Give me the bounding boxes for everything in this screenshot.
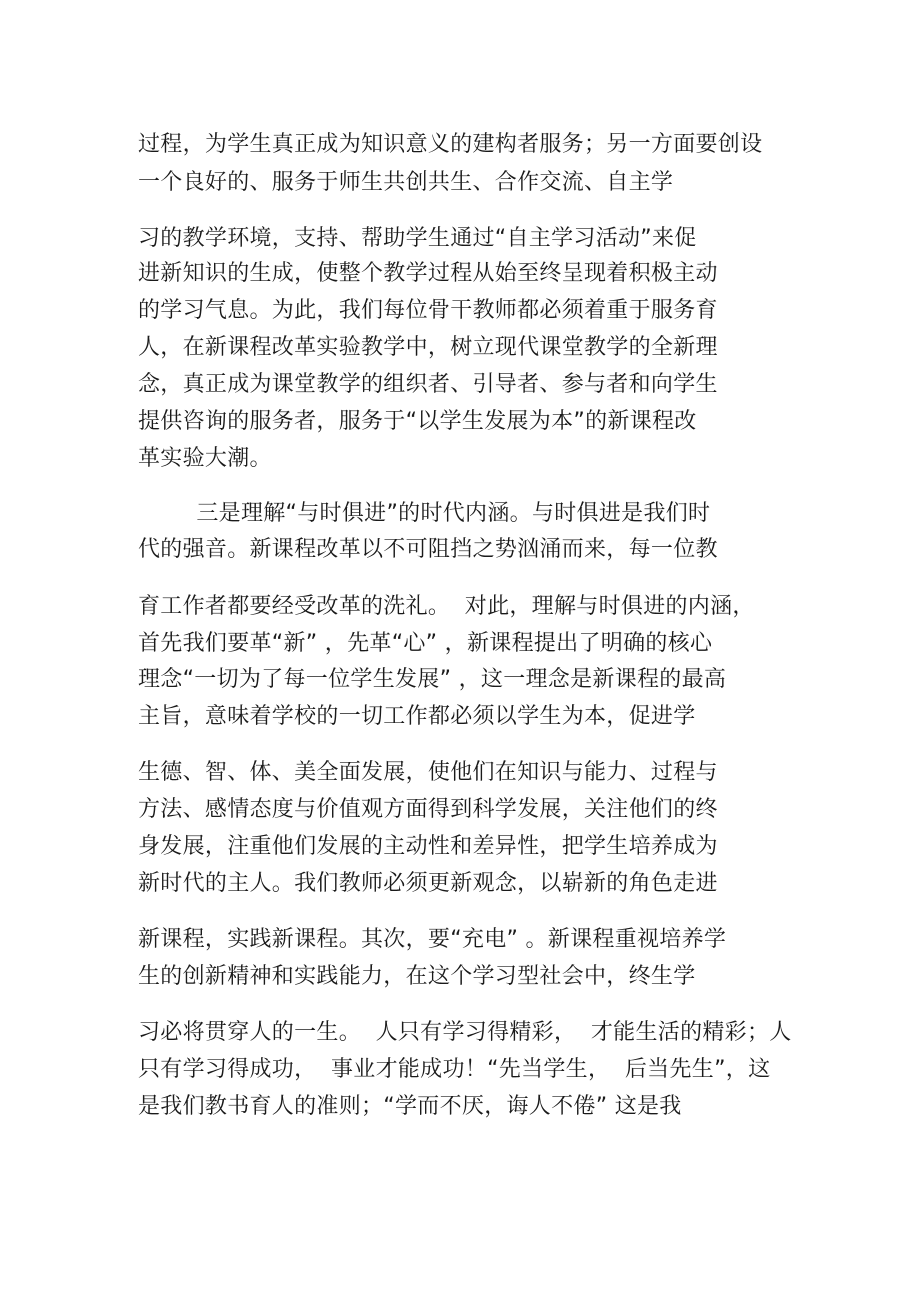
text-line: 是我们教书育人的准则；“学而不厌，诲人不倦” 这是我 — [138, 1094, 682, 1119]
text-line: 的学习气息。为此，我们每位骨干教师都必须着重于服务育 — [138, 298, 718, 323]
text-line: 生德、智、体、美全面发展，使他们在知识与能力、过程与 — [138, 760, 718, 785]
text-line: 革实验大潮。 — [138, 446, 272, 471]
text-line: 育工作者都要经受改革的洗礼。 对此，理解与时俱进的内涵， — [138, 594, 755, 619]
text-line: 习的教学环境，支持、帮助学生通过“自主学习活动”来促 — [138, 226, 697, 251]
text-line: 进新知识的生成，使整个教学过程从始至终呈现着积极主动 — [138, 261, 718, 286]
text-line: 新课程，实践新课程。其次，要“充电” 。新课程重视培养学 — [138, 927, 727, 952]
text-line: 代的强音。新课程改革以不可阻挡之势汹涌而来，每一位教 — [138, 537, 718, 562]
text-line: 只有学习得成功， 事业才能成功！“先当学生， 后当先生”，这 — [138, 1057, 771, 1082]
text-line: 生的创新精神和实践能力，在这个学习型社会中，终生学 — [138, 964, 696, 989]
text-line: 主旨，意味着学校的一切工作都必须以学生为本，促进学 — [138, 704, 696, 729]
text-line: 过程，为学生真正成为知识意义的建构者服务；另一方面要创设 — [138, 132, 763, 157]
text-line: 习必将贯穿人的一生。 人只有学习得精彩， 才能生活的精彩；人 — [138, 1020, 792, 1045]
text-line: 身发展，注重他们发展的主动性和差异性，把学生培养成为 — [138, 834, 718, 859]
text-line: 方法、感情态度与价值观方面得到科学发展，关注他们的终 — [138, 797, 718, 822]
text-line: 三是理解“与时俱进”的时代内涵。与时俱进是我们时 — [138, 501, 711, 526]
text-line: 理念“一切为了每一位学生发展” ，这一理念是新课程的最高 — [138, 667, 727, 692]
text-line: 一个良好的、服务于师生共创共生、合作交流、自主学 — [138, 170, 674, 195]
text-line: 人，在新课程改革实验教学中，树立现代课堂教学的全新理 — [138, 335, 718, 360]
text-line: 念，真正成为课堂教学的组织者、引导者、参与者和向学生 — [138, 372, 718, 397]
text-line: 首先我们要革“新” ，先革“心” ，新课程提出了明确的核心 — [138, 631, 713, 656]
text-line: 新时代的主人。我们教师必须更新观念，以崭新的角色走进 — [138, 871, 718, 896]
text-line: 提供咨询的服务者，服务于“以学生发展为本”的新课程改 — [138, 409, 697, 434]
